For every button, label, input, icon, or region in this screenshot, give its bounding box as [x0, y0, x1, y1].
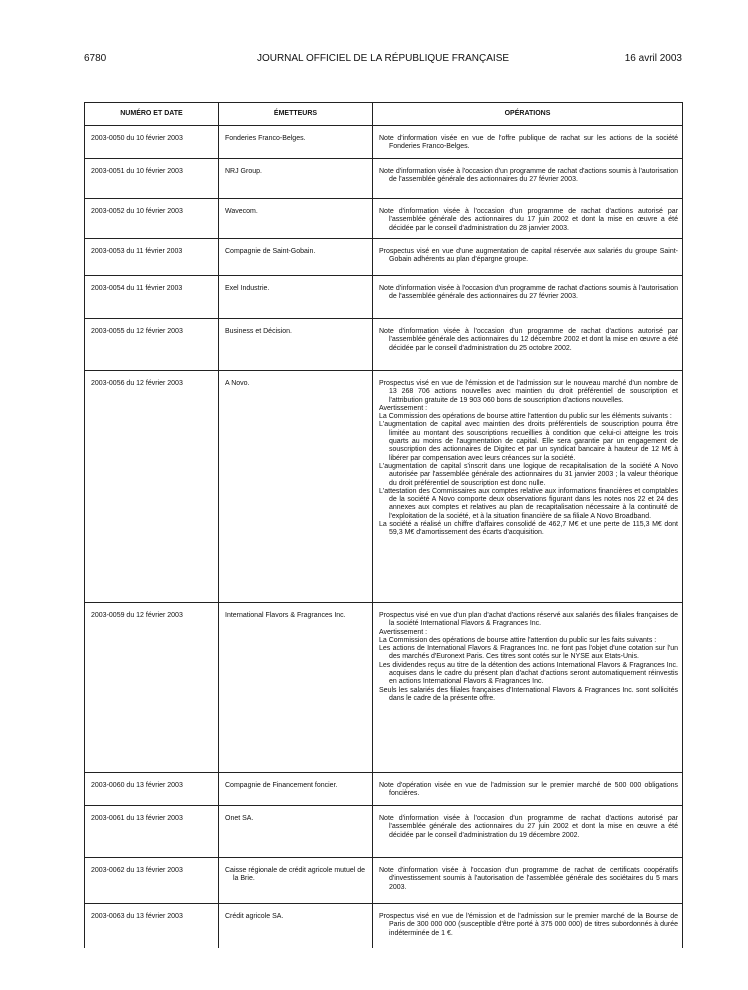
cell-numero: 2003-0054 du 11 février 2003	[85, 276, 219, 319]
cell-operations	[373, 773, 683, 806]
operation-text: Note d'information visée à l'occasion d'un programme de rachat d'actions soumis à l'autorisation de l'assemblée générale des actionnaires du 27 février 2003.	[379, 285, 678, 301]
cell-emetteur: Business et Décision.	[219, 319, 373, 371]
cell-numero: 2003-0053 du 11 février 2003	[85, 239, 219, 276]
operation-text: Note d'information visée en vue de l'offre publique de rachat sur les actions de la société Fonderies Franco-Belges.	[379, 135, 678, 151]
operation-text: Seuls les salariés des filiales françaises d'International Flavors & Fragrances Inc. sont sollicités dans le cadre de la présente offre.	[379, 686, 678, 702]
table-row	[85, 319, 683, 371]
cell-numero: 2003-0056 du 12 février 2003	[85, 371, 219, 603]
cell-emetteur: Onet SA.	[219, 806, 373, 858]
operation-text: L'augmentation de capital avec maintien des droits préférentiels de souscription pourra être limitée au montant des souscriptions recueillies à condition que celui-ci atteigne les trois quarts au moins de l'augmentation de capital. Elle sera garantie par un engagement de souscription des actionnaires de Digitec et par un syndicat bancaire à hauteur de 12 M€ à libérer par compensation avec leurs créances sur la société.	[379, 421, 678, 462]
cell-emetteur: Compagnie de Saint-Gobain.	[219, 239, 373, 276]
cell-numero: 2003-0061 du 13 février 2003	[85, 806, 219, 858]
cell-operations	[373, 319, 683, 371]
table-row	[85, 126, 683, 159]
operation-text: Note d'information visée à l'occasion d'un programme de rachat d'actions soumis à l'autorisation de l'assemblée générale des actionnaires du 27 février 2003.	[379, 168, 678, 184]
operation-text: Les dividendes reçus au titre de la détention des actions International Flavors & Fragrances Inc. acquises dans le cadre du présent plan d'achat d'actions seront automatiquement réinvestis en actions International Flavors & Fragrances Inc.	[379, 661, 678, 686]
cell-emetteur: Fonderies Franco-Belges.	[219, 126, 373, 159]
operation-text: Prospectus visé en vue d'un plan d'achat d'actions réservé aux salariés des filiales françaises de la société International Flavors & Fragrances Inc.	[379, 612, 678, 628]
cell-numero: 2003-0059 du 12 février 2003	[85, 603, 219, 773]
cell-emetteur: International Flavors & Fragrances Inc.	[219, 603, 373, 773]
operation-text: Note d'opération visée en vue de l'admission sur le premier marché de 500 000 obligations foncières.	[379, 782, 678, 798]
operation-text: La Commission des opérations de bourse attire l'attention du public sur les éléments suivants :	[379, 413, 672, 421]
operation-text: Note d'information visée à l'occasion d'un programme de rachat d'actions autorisé par l'assemblée générale des actionnaires du 12 décembre 2002 et dont la mise en œuvre a été décidée par le conseil d'administration du 25 octobre 2002.	[379, 328, 678, 352]
table-header-row	[85, 103, 683, 126]
table-row	[85, 371, 683, 603]
cell-emetteur	[219, 858, 373, 904]
cell-numero: 2003-0050 du 10 février 2003	[85, 126, 219, 159]
cell-operations	[373, 371, 683, 603]
column-header-numero: NUMÉRO ET DATE	[85, 103, 219, 126]
cell-numero: 2003-0062 du 13 février 2003	[85, 858, 219, 904]
cell-operations	[373, 806, 683, 858]
operation-text: Prospectus visé en vue d'une augmentation de capital réservée aux salariés du groupe Saint-Gobain adhérents au plan d'épargne groupe.	[379, 248, 678, 264]
cell-operations	[373, 858, 683, 904]
issue-date: 16 avril 2003	[624, 53, 682, 64]
operation-text: Note d'information visée à l'occasion d'un programme de rachat d'actions autorisé par l'assemblée générale des actionnaires du 17 juin 2002 et dont la mise en œuvre a été décidée par le conseil d'administration du 28 janvier 2003.	[379, 208, 678, 232]
cell-numero: 2003-0060 du 13 février 2003	[85, 773, 219, 806]
operation-text: Note d'information visée à l'occasion d'un programme de rachat de certificats coopératifs d'investissement soumis à l'autorisation de l'assemblée générale des sociétaires du 5 mars 2003.	[379, 867, 678, 891]
table-row	[85, 199, 683, 239]
cell-emetteur: Compagnie de Financement foncier.	[219, 773, 373, 806]
warning-heading: Avertissement :	[379, 404, 428, 412]
operations-table	[84, 102, 683, 948]
cell-operations	[373, 159, 683, 199]
table-row	[85, 603, 683, 773]
operation-text: L'augmentation de capital s'inscrit dans une logique de recapitalisation de la société A Novo autorisée par l'assemblée générale des actionnaires du 31 janvier 2003 ; la valeur théorique du droit préférentiel de souscription est donc nulle.	[379, 462, 678, 487]
column-header-operations: OPÉRATIONS	[373, 103, 683, 126]
operation-text: L'attestation des Commissaires aux comptes relative aux informations financières et comptables de la société A Novo comporte deux observations figurant dans les notes nos 22 et 24 des annexes aux comptes et relatives au plan de recapitalisation nécessaire à la continuité de l'exploitation de la société, et à la situation financière de sa filiale A Novo Broadband.	[379, 487, 678, 520]
table-row	[85, 858, 683, 904]
table-row	[85, 276, 683, 319]
operation-text: Prospectus visé en vue de l'émission et de l'admission sur le nouveau marché d'un nombre de 13 268 706 actions nouvelles avec maintien du droit préférentiel de souscription et l'attribution gratuite de 19 903 060 bons de souscription d'actions nouvelles.	[379, 380, 678, 404]
cell-operations	[373, 603, 683, 773]
cell-operations	[373, 904, 683, 948]
cell-operations	[373, 199, 683, 239]
cell-emetteur: Crédit agricole SA.	[219, 904, 373, 948]
cell-operations	[373, 276, 683, 319]
table-row	[85, 773, 683, 806]
emetteur-text: Caisse régionale de crédit agricole mutuel de la Brie.	[225, 867, 366, 883]
operation-text: La Commission des opérations de bourse attire l'attention du public sur les faits suivants :	[379, 636, 657, 644]
cell-numero: 2003-0055 du 12 février 2003	[85, 319, 219, 371]
cell-emetteur: NRJ Group.	[219, 159, 373, 199]
journal-title: JOURNAL OFFICIEL DE LA RÉPUBLIQUE FRANÇAISE	[256, 53, 510, 64]
table-row	[85, 904, 683, 948]
cell-emetteur: A Novo.	[219, 371, 373, 603]
page-number: 6780	[84, 53, 107, 64]
cell-numero: 2003-0051 du 10 février 2003	[85, 159, 219, 199]
cell-operations	[373, 239, 683, 276]
operation-text: Les actions de International Flavors & Fragrances Inc. ne font pas l'objet d'une cotation sur l'un des marchés d'Euronext Paris. Ces titres sont cotés sur le NYSE aux Etats-Unis.	[379, 645, 678, 661]
cell-operations	[373, 126, 683, 159]
cell-numero: 2003-0052 du 10 février 2003	[85, 199, 219, 239]
page-header	[84, 52, 682, 66]
table-row	[85, 159, 683, 199]
warning-heading: Avertissement :	[379, 628, 428, 636]
table-row	[85, 806, 683, 858]
cell-numero: 2003-0063 du 13 février 2003	[85, 904, 219, 948]
operation-text: Prospectus visé en vue de l'émission et de l'admission sur le premier marché de la Bourse de Paris de 300 000 000 (susceptible d'être porté à 375 000 000) de titres subordonnés à durée indéterminée de 1 €.	[379, 913, 678, 937]
operation-text: Note d'information visée à l'occasion d'un programme de rachat d'actions autorisé par l'assemblée générale des actionnaires du 27 juin 2002 et dont la mise en œuvre a été décidée par le conseil d'administration du 19 décembre 2002.	[379, 815, 678, 839]
table-row	[85, 239, 683, 276]
cell-emetteur: Exel Industrie.	[219, 276, 373, 319]
operation-text: La société a réalisé un chiffre d'affaires consolidé de 462,7 M€ et une perte de 115,3 M€ dont 59,3 M€ d'amortissement des écarts d'acquisition.	[379, 521, 678, 537]
column-header-emetteurs: ÉMETTEURS	[219, 103, 373, 126]
cell-emetteur: Wavecom.	[219, 199, 373, 239]
